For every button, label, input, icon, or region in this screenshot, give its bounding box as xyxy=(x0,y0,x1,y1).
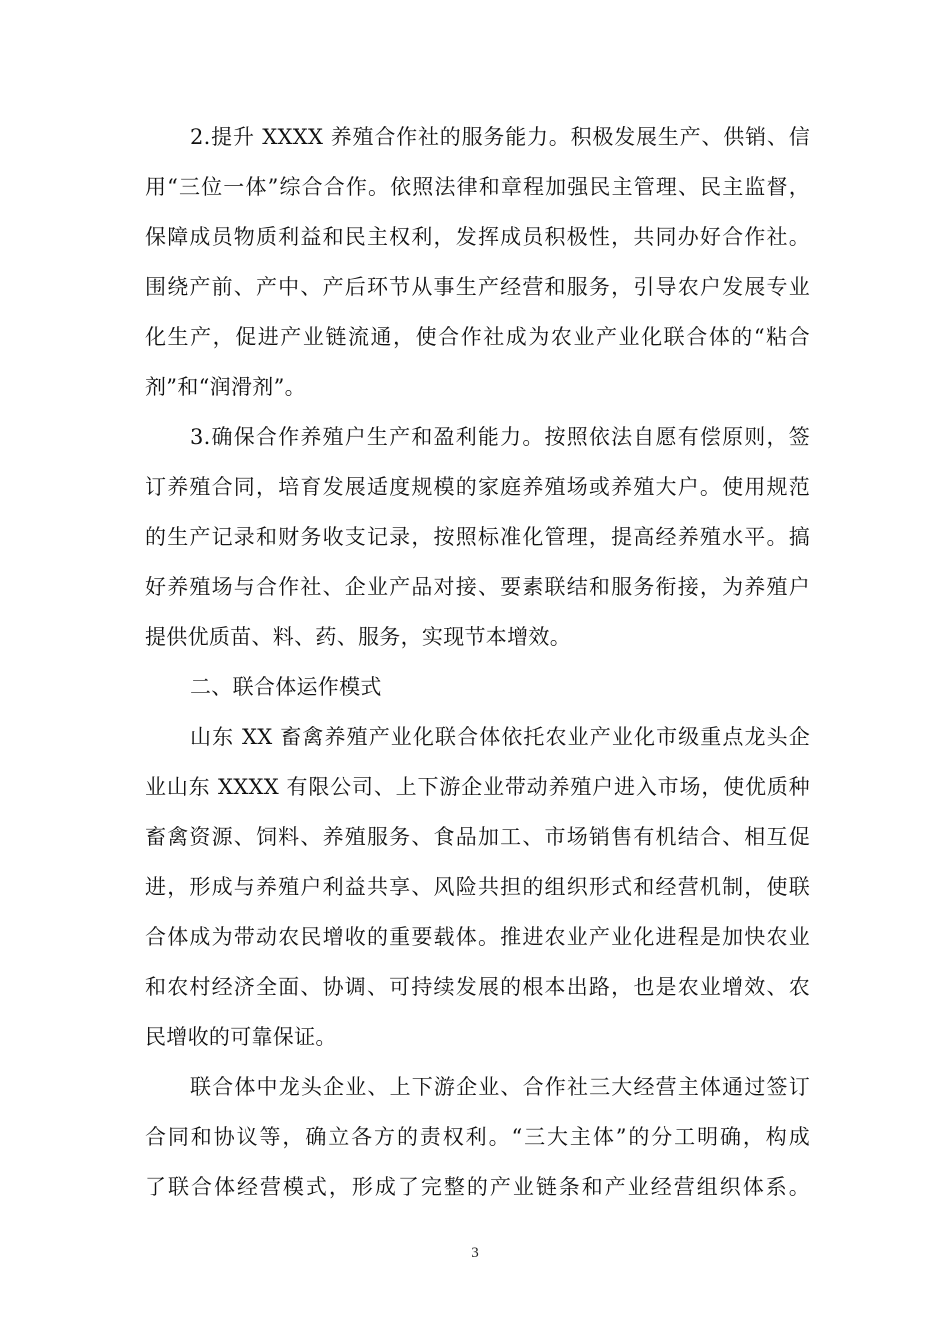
text-line: 的生产记录和财务收支记录，按照标准化管理，提高经养殖水平。搞 xyxy=(145,525,810,549)
text-line: 2.提升 XXXX 养殖合作社的服务能力。积极发展生产、供销、信 xyxy=(190,125,810,149)
text-line: 剂”和“润滑剂”。 xyxy=(145,375,306,399)
text-line: 订养殖合同，培育发展适度规模的家庭养殖场或养殖大户。使用规范 xyxy=(145,475,810,499)
text-line: 围绕产前、产中、产后环节从事生产经营和服务，引导农户发展专业 xyxy=(145,275,810,299)
text-line: 化生产，促进产业链流通，使合作社成为农业产业化联合体的“粘合 xyxy=(145,325,810,349)
text-line: 山东 XX 畜禽养殖产业化联合体依托农业产业化市级重点龙头企 xyxy=(190,725,810,749)
text-line: 进，形成与养殖户利益共享、风险共担的组织形式和经营机制，使联 xyxy=(145,875,810,899)
text-line: 提供优质苗、料、药、服务，实现节本增效。 xyxy=(145,625,571,649)
text-line: 好养殖场与合作社、企业产品对接、要素联结和服务衔接，为养殖户 xyxy=(145,575,810,599)
page-number: 3 xyxy=(471,1245,479,1261)
section-heading: 二、联合体运作模式 xyxy=(190,675,382,699)
text-line: 了联合体经营模式，形成了完整的产业链条和产业经营组织体系。 xyxy=(145,1175,810,1199)
text-line: 3.确保合作养殖户生产和盈利能力。按照依法自愿有偿原则，签 xyxy=(190,425,810,449)
text-line: 合体成为带动农民增收的重要载体。推进农业产业化进程是加快农业 xyxy=(145,925,810,949)
text-line: 业山东 XXXX 有限公司、上下游企业带动养殖户进入市场，使优质种 xyxy=(145,775,810,799)
text-line: 联合体中龙头企业、上下游企业、合作社三大经营主体通过签订 xyxy=(190,1075,810,1099)
text-line: 保障成员物质利益和民主权利，发挥成员积极性，共同办好合作社。 xyxy=(145,225,810,249)
text-line: 合同和协议等，确立各方的责权利。“三大主体”的分工明确，构成 xyxy=(145,1125,810,1149)
text-line: 民增收的可靠保证。 xyxy=(145,1025,337,1049)
text-line: 畜禽资源、饲料、养殖服务、食品加工、市场销售有机结合、相互促 xyxy=(145,825,810,849)
text-line: 和农村经济全面、协调、可持续发展的根本出路，也是农业增效、农 xyxy=(145,975,810,999)
text-line: 用“三位一体”综合合作。依照法律和章程加强民主管理、民主监督， xyxy=(145,175,810,199)
